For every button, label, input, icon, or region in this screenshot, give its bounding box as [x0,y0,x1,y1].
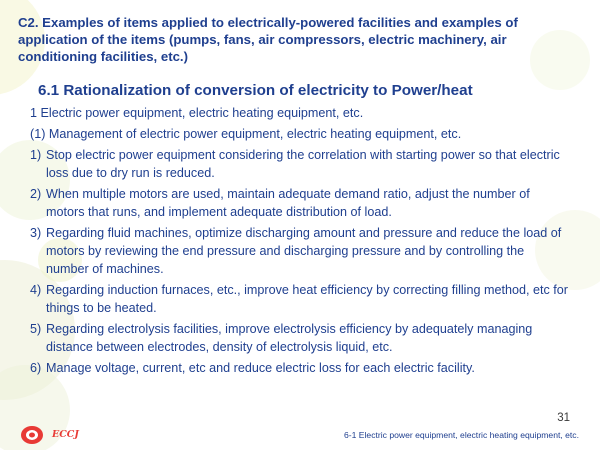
item-text: Regarding induction furnaces, etc., improve heat efficiency by correcting filling method, etc for things to be heated. [46,283,568,315]
subheading-line-1: 1 Electric power equipment, electric heating equipment, etc. [30,106,364,120]
list-item [30,320,570,356]
list-item [30,281,570,317]
subheading-line-2: (1) Management of electric power equipment, electric heating equipment, etc. [30,127,462,141]
item-number: 6) [30,361,42,375]
slide-header: C2. Examples of items applied to electrically-powered facilities and examples of application of the items (pumps, fans, air compressors, electric machinery, air conditioning facilities, etc.) [18,15,518,64]
item-number: 1) [30,148,42,162]
item-number: 3) [30,226,42,240]
logo-text: ECCJ [52,429,79,440]
eccj-logo [18,424,88,446]
item-number: 2) [30,187,42,201]
item-text: Stop electric power equipment considering the correlation with starting power so that electric loss due to dry run is reduced. [46,148,560,180]
page-number: 31 [557,412,570,424]
footer-caption: 6-1 Electric power equipment, electric heating equipment, etc. [343,430,579,440]
item-number: 5) [30,322,42,336]
section-title: 6.1 Rationalization of conversion of electricity to Power/heat [38,82,473,99]
list-item [30,185,570,221]
item-text: When multiple motors are used, maintain adequate demand ratio, adjust the number of motors that runs, and implement adequate distribution of load. [46,187,530,219]
list-item [30,359,570,377]
item-text: Regarding fluid machines, optimize discharging amount and pressure and reduce the load of motors by reviewing the end pressure and discharging pressure and by controlling the number of machines. [46,226,562,276]
item-text: Regarding electrolysis facilities, improve electrolysis efficiency by adequately managing distance between electrodes, density of electrolysis liquid, etc. [46,322,533,354]
item-number: 4) [30,283,42,297]
list-item [30,146,570,182]
logo-mark-icon [18,424,50,446]
list-item [30,224,570,278]
item-text: Manage voltage, current, etc and reduce electric loss for each electric facility. [46,361,475,375]
slide-body [30,104,570,377]
